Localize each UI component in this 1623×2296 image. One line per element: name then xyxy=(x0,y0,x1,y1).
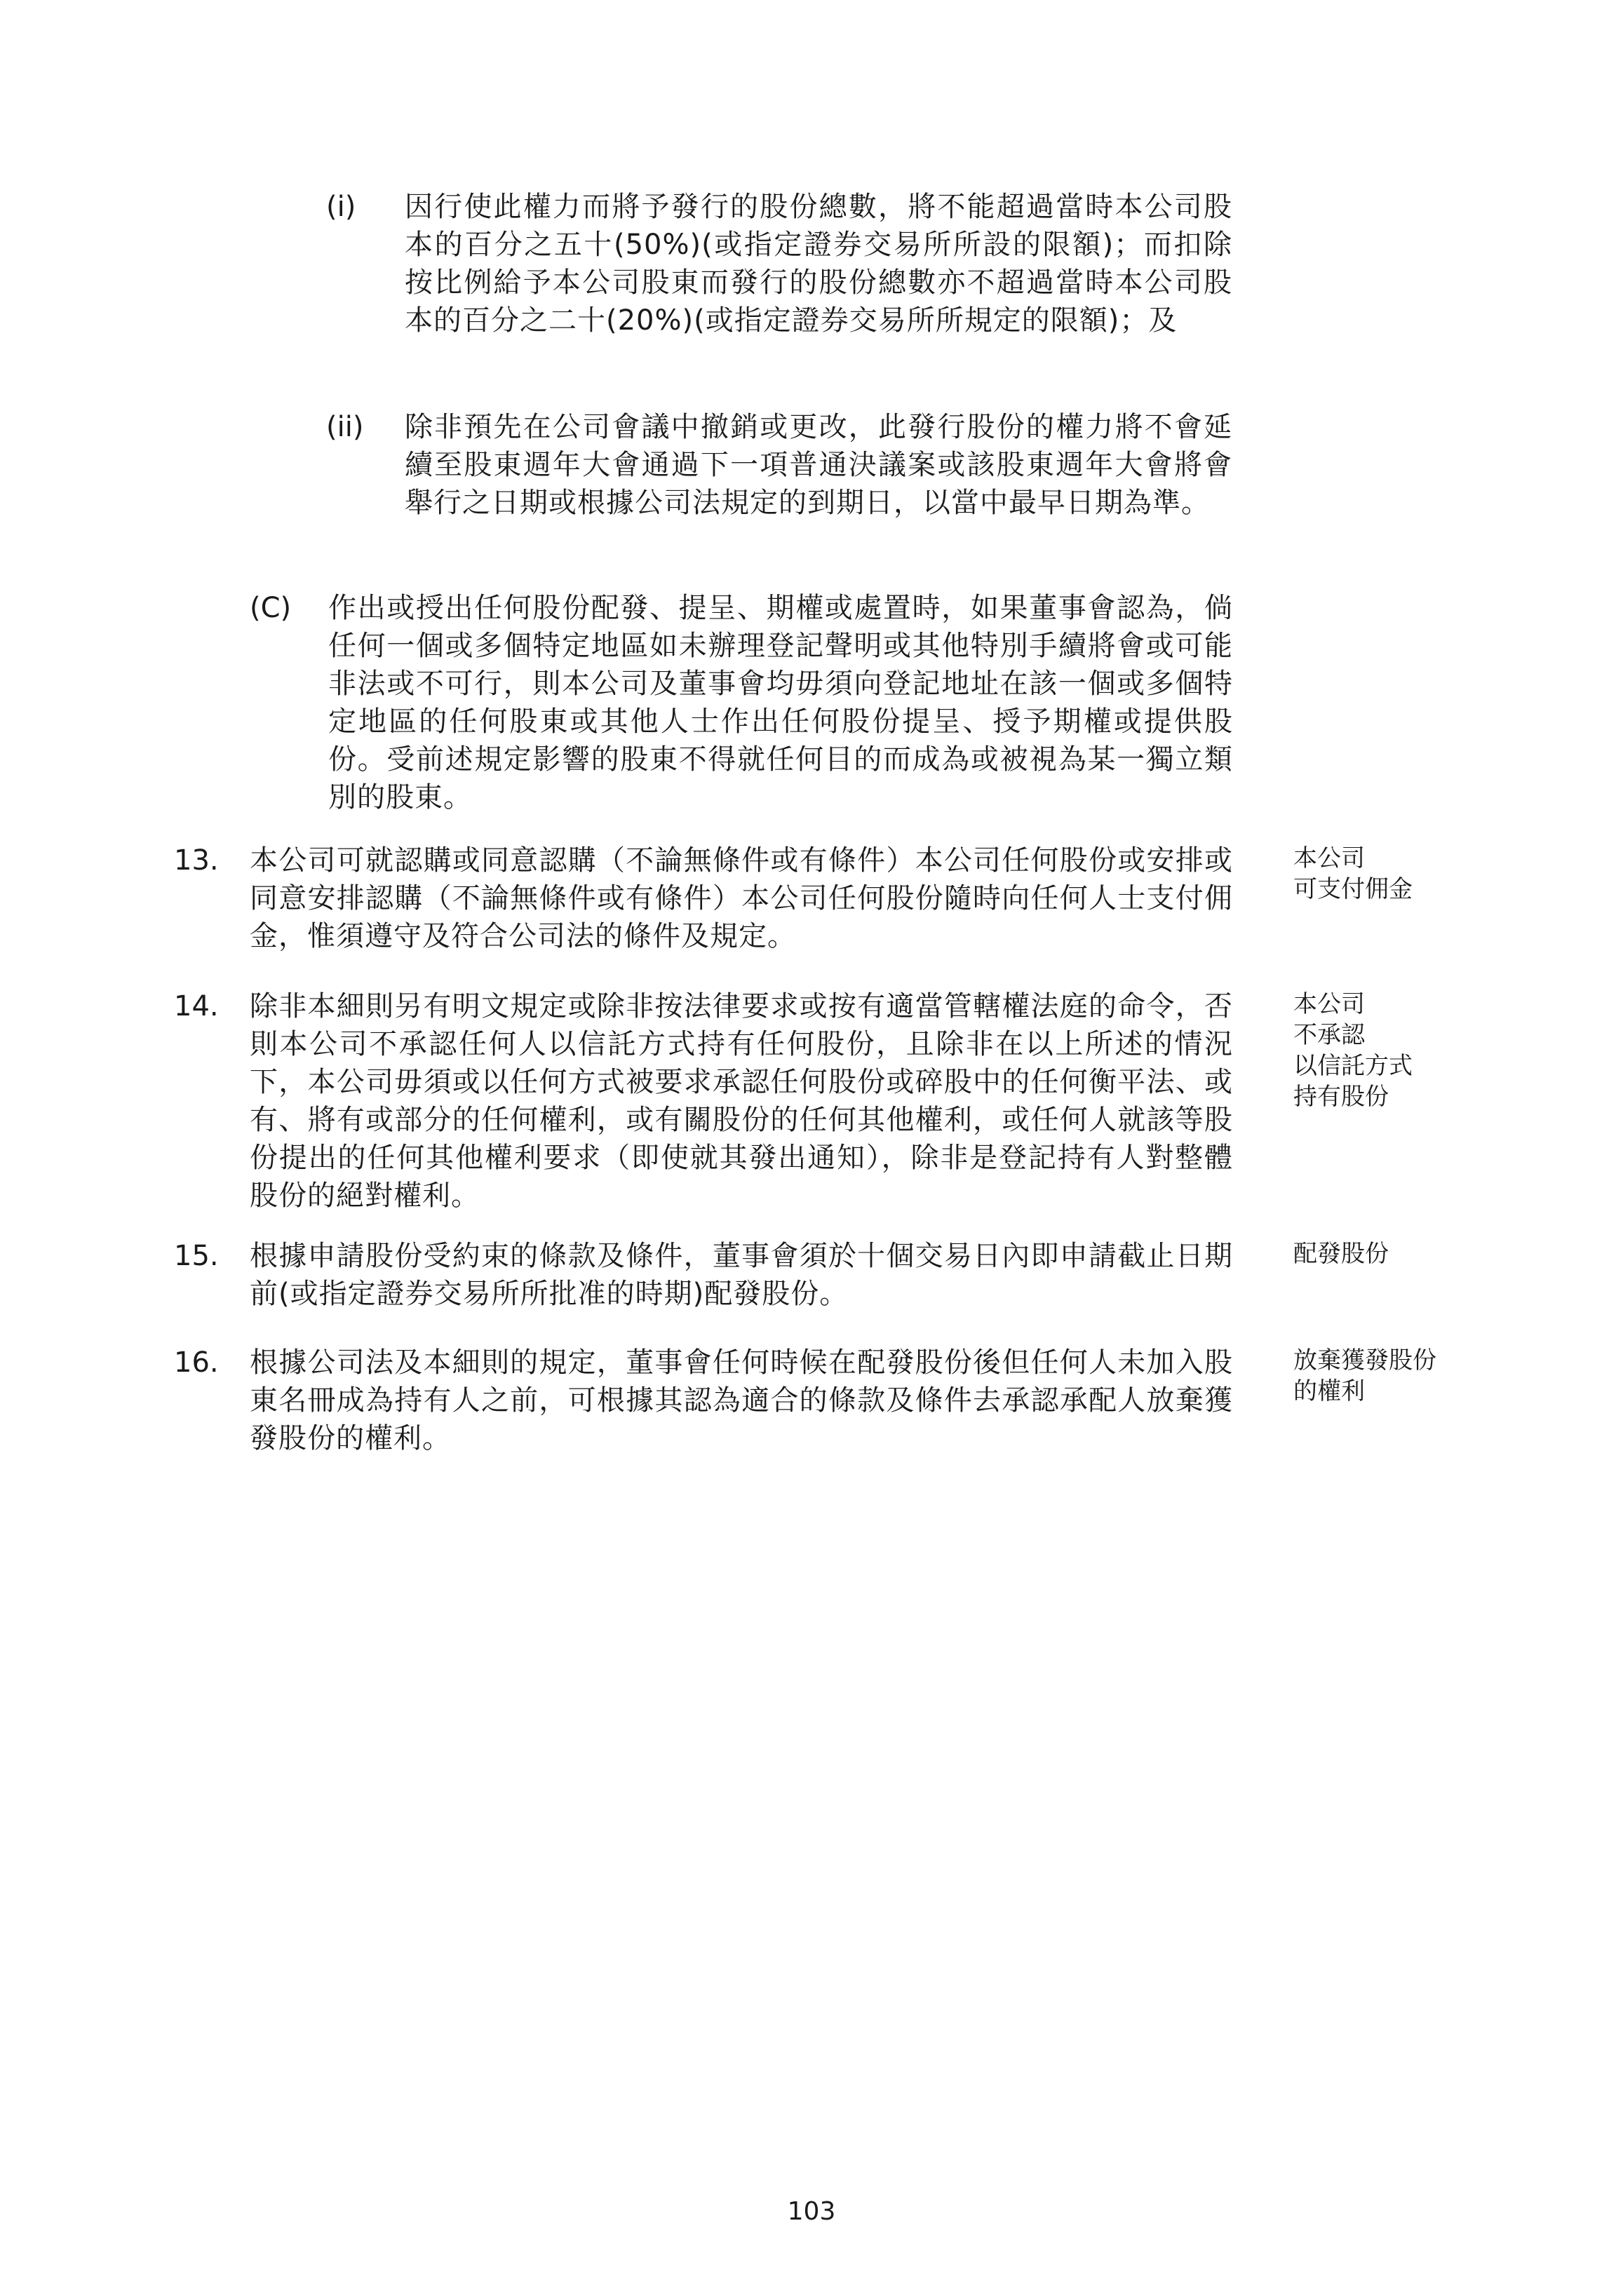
side-heading-line: 的權利 xyxy=(1293,1377,1365,1405)
section-number: 14. xyxy=(174,990,219,1022)
side-heading xyxy=(1293,1238,1504,1269)
side-heading-line: 以信託方式 xyxy=(1293,1052,1413,1080)
clause-marker: (C) xyxy=(250,592,292,624)
side-heading xyxy=(1293,1345,1504,1407)
section-text: 根據公司法及本細則的規定，董事會任何時候在配發股份後但任何人未加入股東名冊成為持有人之前，可根據其認為適合的條款及條件去承認承配人放棄獲發股份的權利。 xyxy=(250,1346,1233,1454)
section-number: 16. xyxy=(174,1346,219,1379)
side-heading xyxy=(1293,989,1504,1112)
side-heading-line: 可支付佣金 xyxy=(1293,875,1413,903)
section-text: 根據申請股份受約束的條款及條件，董事會須於十個交易日內即申請截止日期前(或指定證券交易所所批准的時期)配發股份。 xyxy=(250,1240,1233,1310)
section-text: 除非本細則另有明文規定或除非按法律要求或按有適當管轄權法庭的命令，否則本公司不承認任何人以信託方式持有任何股份，且除非在以上所述的情況下，本公司毋須或以任何方式被要求承認任何股份或碎股中的任何衡平法、或有、將有或部分的任何權利，或有關股份的任何其他權利，或任何人就該等股份提出的任何其他權利要求（即使就其發出通知），除非是登記持有人對整體股份的絕對權利。 xyxy=(250,990,1233,1212)
side-heading-line: 持有股份 xyxy=(1293,1083,1389,1111)
page-number: 103 xyxy=(787,2197,836,2226)
clause-text: 除非預先在公司會議中撤銷或更改，此發行股份的權力將不會延續至股東週年大會通過下一項普通決議案或該股東週年大會將會舉行之日期或根據公司法規定的到期日，以當中最早日期為準。 xyxy=(405,411,1232,519)
clause-marker: (ii) xyxy=(326,411,364,443)
side-heading-line: 不承認 xyxy=(1293,1021,1365,1049)
side-heading-line: 本公司 xyxy=(1293,990,1365,1018)
section-number: 13. xyxy=(174,844,219,877)
section-number: 15. xyxy=(174,1240,219,1272)
side-heading-line: 配發股份 xyxy=(1293,1240,1389,1268)
clause-marker: (i) xyxy=(326,191,356,223)
side-heading-line: 本公司 xyxy=(1293,844,1365,872)
section-text: 本公司可就認購或同意認購（不論無條件或有條件）本公司任何股份或安排或同意安排認購（不論無條件或有條件）本公司任何股份隨時向任何人士支付佣金，惟須遵守及符合公司法的條件及規定。 xyxy=(250,844,1233,952)
clause-text: 作出或授出任何股份配發、提呈、期權或處置時，如果董事會認為，倘任何一個或多個特定地區如未辦理登記聲明或其他特別手續將會或可能非法或不可行，則本公司及董事會均毋須向登記地址在該一個或多個特定地區的任何股東或其他人士作出任何股份提呈、授予期權或提供股份。受前述規定影響的股東不得就任何目的而成為或被視為某一獨立類別的股東。 xyxy=(328,592,1233,813)
side-heading-line: 放棄獲發股份 xyxy=(1293,1346,1436,1375)
clause-text: 因行使此權力而將予發行的股份總數，將不能超過當時本公司股本的百分之五十(50%)(或指定證券交易所所設的限額)；而扣除按比例給予本公司股東而發行的股份總數亦不超過當時本公司股本的百分之二十(20%)(或指定證券交易所所規定的限額)；及 xyxy=(405,191,1232,337)
side-heading xyxy=(1293,843,1504,905)
